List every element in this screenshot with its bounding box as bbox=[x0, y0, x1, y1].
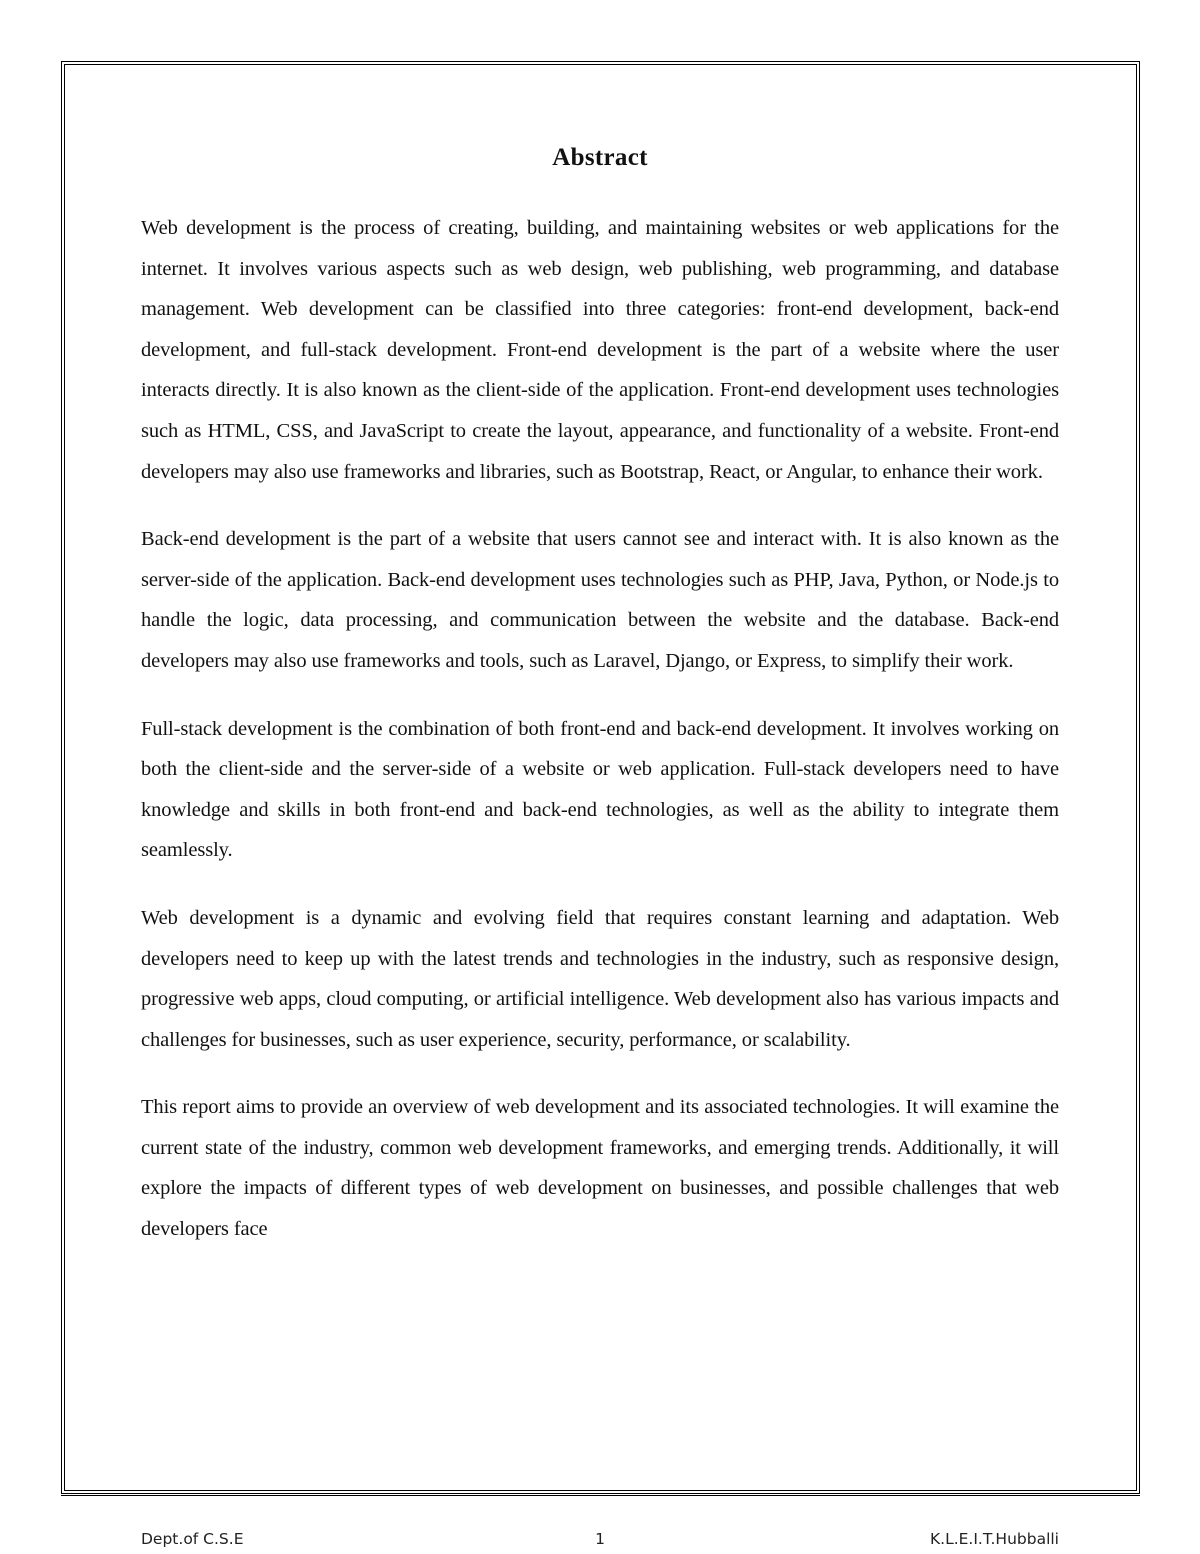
paragraph-report-aims: This report aims to provide an overview of web development and its associated technologies. It will examine the current state of the industry, common web development frameworks, and emerging trends. Additionally, it will explore the impacts of different types of web development on businesses, and possible challenges that web developers face bbox=[141, 1096, 1059, 1241]
page-border-bottom-rule bbox=[61, 1495, 1140, 1496]
paragraph-back-end: Back-end development is the part of a website that users cannot see and interact with. It is also known as the server-side of the application. Back-end development uses technologies such as PHP, Java, Python, or Node.js to handle the logic, data processing, and communication between the website and the database. Back-end developers may also use frameworks and tools, such as Laravel, Django, or Express, to simplify their work. bbox=[141, 528, 1059, 672]
footer-department: Dept.of C.S.E bbox=[141, 1530, 244, 1548]
paragraph-evolving-field: Web development is a dynamic and evolving field that requires constant learning and adaptation. Web developers need to keep up with the latest trends and technologies in the industry, such as responsive design, progressive web apps, cloud computing, or artificial intelligence. Web development also has various impacts and challenges for businesses, such as user experience, security, performance, or scalability. bbox=[141, 906, 1059, 1051]
page-footer bbox=[0, 1526, 1200, 1554]
footer-institution: K.L.E.I.T.Hubballi bbox=[929, 1530, 1059, 1548]
paragraph-intro: Web development is the process of creating, building, and maintaining websites or web applications for the internet. It involves various aspects such as web design, web publishing, web programming, and database management. Web development can be classified into three categories: front-end development, back-end development, and full-stack development. Front-end development is the part of a website where the user interacts directly. It is also known as the client-side of the application. Front-end development uses technologies such as HTML, CSS, and JavaScript to create the layout, appearance, and functionality of a website. Front-end developers may also use frameworks and libraries, such as Bootstrap, React, or Angular, to enhance their work. bbox=[141, 217, 1059, 483]
paragraph-full-stack: Full-stack development is the combination of both front-end and back-end development. It involves working on both the client-side and the server-side of a website or web application. Full-stack developers need to have knowledge and skills in both front-end and back-end technologies, as well as the ability to integrate them seamlessly. bbox=[141, 717, 1059, 862]
abstract-section bbox=[141, 138, 1059, 1277]
footer-page-number: 1 bbox=[595, 1530, 605, 1548]
page-title: Abstract bbox=[552, 144, 648, 171]
